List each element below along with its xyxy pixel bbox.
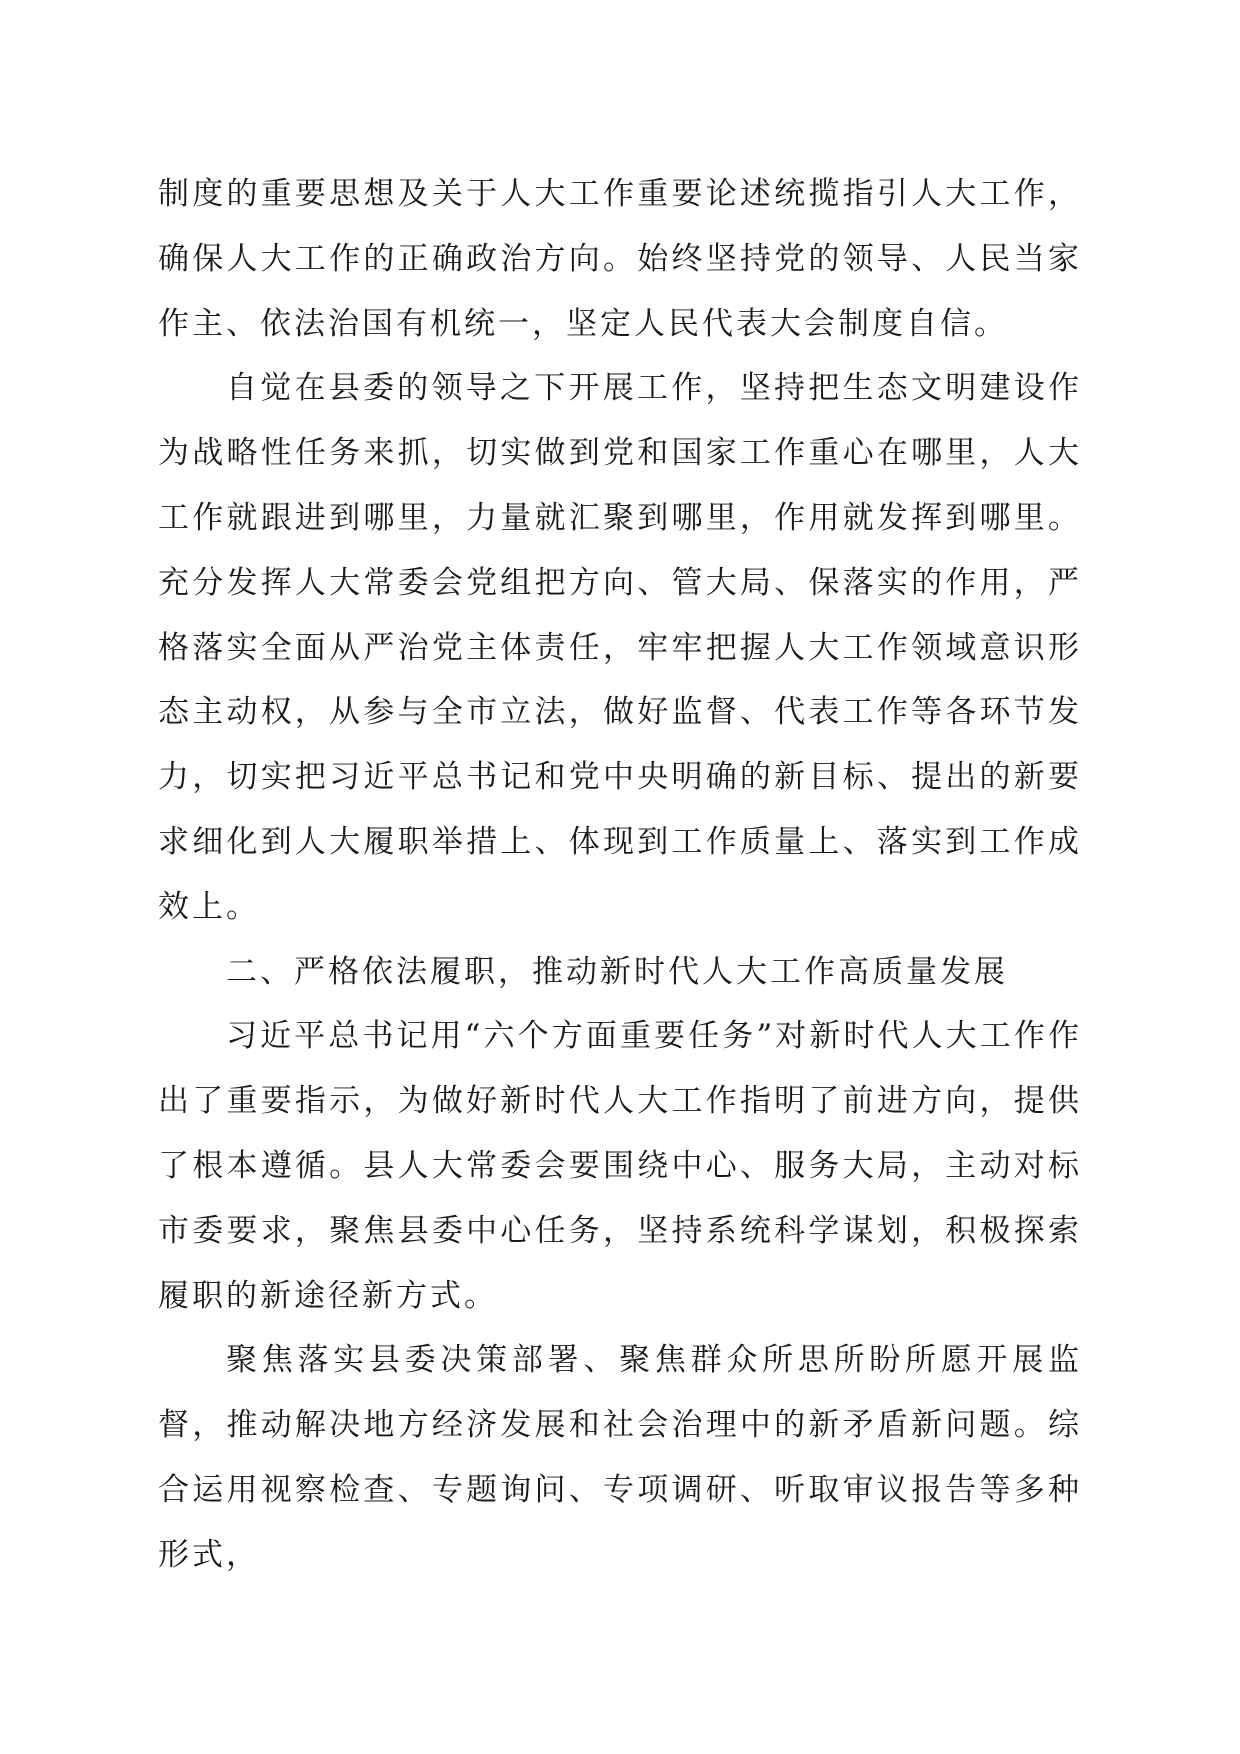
paragraph-party-leadership: 自觉在县委的领导之下开展工作，坚持把生态文明建设作为战略性任务来抓，切实做到党和国家工作重心在哪里，人大工作就跟进到哪里，力量就汇聚到哪里，作用就发挥到哪里。充分发挥人大常委会党组把方向、管大局、保落实的作用，严格落实全面从严治党主体责任，牢牢把握人大工作领域意识形态主动权，从参与全市立法，做好监督、代表工作等各环节发力，切实把习近平总书记和党中央明确的新目标、提出的新要求细化到人大履职举措上、体现到工作质量上、落实到工作成效上。 <box>158 370 1082 925</box>
paragraph-supervision: 聚焦落实县委决策部署、聚焦群众所思所盼所愿开展监督，推动解决地方经济发展和社会治理中的新矛盾新问题。综合运用视察检查、专题询问、专项调研、听取审议报告等多种形式， <box>158 1342 1082 1573</box>
document-body <box>158 162 1082 1588</box>
paragraph-continuation: 制度的重要思想及关于人大工作重要论述统揽指引人大工作，确保人大工作的正确政治方向。始终坚持党的领导、人民当家作主、依法治国有机统一，坚定人民代表大会制度自信。 <box>158 176 1082 342</box>
section-heading: 二、严格依法履职，推动新时代人大工作高质量发展 <box>226 953 1008 990</box>
paragraph-six-tasks: 习近平总书记用“六个方面重要任务”对新时代人大工作作出了重要指示，为做好新时代人大工作指明了前进方向，提供了根本遵循。县人大常委会要围绕中心、服务大局，主动对标市委要求，聚焦县委中心任务，坚持系统科学谋划，积极探索履职的新途径新方式。 <box>158 1018 1082 1314</box>
